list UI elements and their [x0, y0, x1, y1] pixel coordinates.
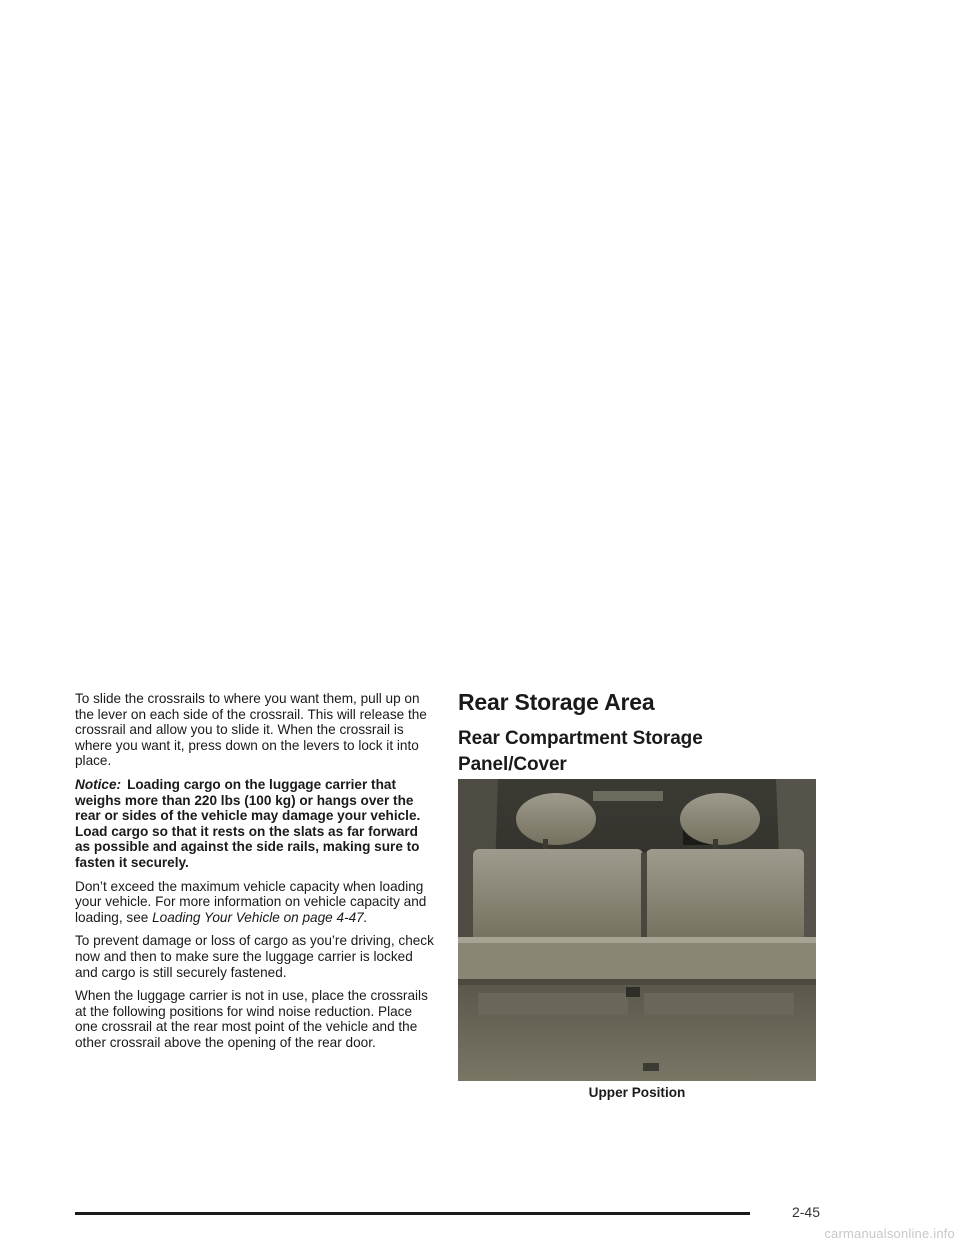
notice-block [75, 777, 435, 871]
left-column [75, 691, 435, 1058]
paragraph-crossrails: To slide the crossrails to where you want them, pull up on the lever on each side of the crossrail. This will release the crossrail and allow you to slide it. When the crossrail is where you want it, press down on the levers to lock it into place. [75, 691, 427, 769]
subsection-heading [458, 726, 818, 778]
photo-caption: Upper Position [588, 1085, 686, 1100]
notice-text: Loading cargo on the luggage carrier that weighs more than 220 lbs (100 kg) or hangs over the rear or sides of the vehicle may damage your vehicle. Load cargo so that it rests on the slats as far forward as possible and against the side rails, making sure to fasten it securely. [75, 776, 421, 870]
footer-rule [75, 1212, 750, 1215]
loading-vehicle-reference: Loading Your Vehicle on page 4-47. [152, 909, 368, 925]
page-number: 2-45 [791, 1204, 820, 1220]
section-heading: Rear Storage Area [458, 689, 655, 715]
watermark-text: carmanualsonline.info [824, 1226, 955, 1241]
subheading-line-2: Panel/Cover [458, 754, 567, 775]
right-column [458, 688, 818, 778]
notice-label: Notice: [75, 776, 122, 792]
rear-compartment-photo [458, 779, 816, 1081]
subheading-line-1: Rear Compartment Storage [458, 728, 703, 749]
paragraph-prevent-damage: To prevent damage or loss of cargo as you’re driving, check now and then to make sure the luggage carrier is locked and cargo is still securely fastened. [75, 933, 434, 980]
rear-seat-illustration [458, 779, 816, 1081]
paragraph-capacity [75, 879, 435, 926]
paragraph-wind-noise: When the luggage carrier is not in use, place the crossrails at the following positions for wind noise reduction. Place one crossrail at the rear most point of the vehicle and the other crossrail above the opening of the rear door. [75, 988, 428, 1050]
capacity-text: Don’t exceed the maximum vehicle capacity when loading your vehicle. For more information on vehicle capacity and loading, see [75, 878, 427, 925]
